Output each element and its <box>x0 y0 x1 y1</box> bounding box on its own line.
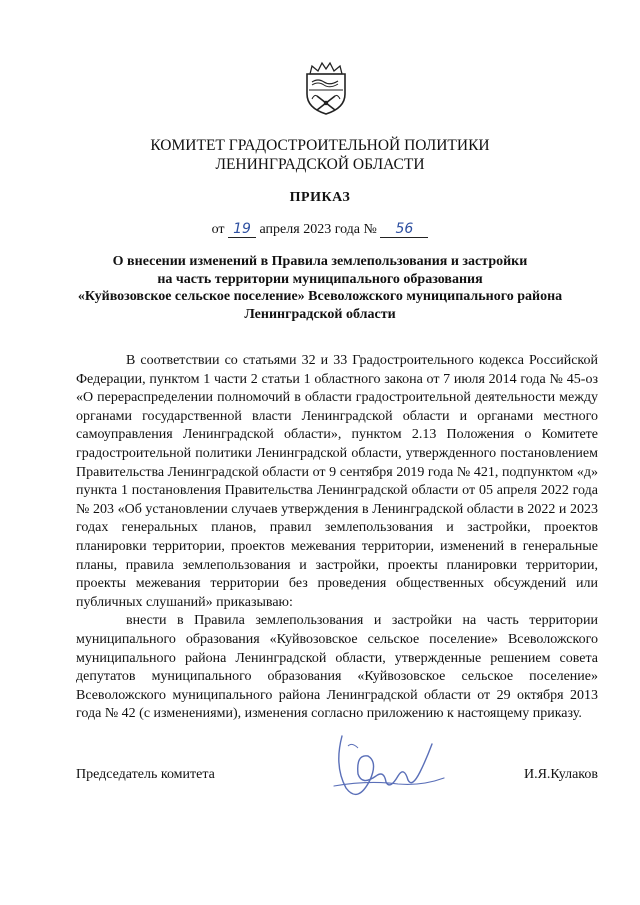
date-number-line <box>0 221 640 238</box>
subject-line-1: О внесении изменений в Правила землепользования и застройки <box>112 254 528 269</box>
signatory-position: Председатель комитета <box>76 767 215 782</box>
date-prefix: от <box>211 222 225 237</box>
body-paragraph-2: внести в Правила землепользования и застройки на часть территории муниципального образования «Куйвозовское сельское поселение» Всеволожского муниципального района Ленинградской области, утвержденные решением совета депутатов муниципального образования «Куйвозовское сельское поселение» Всеволожского муниципального района Ленинградской области от 29 октября 2013 года № 42 (с изменениями), изменения согласно приложению к настоящему приказу. <box>76 613 598 722</box>
subject-line-3: «Куйвозовское сельское поселение» Всеволожского муниципального района <box>77 289 563 304</box>
document-type-title: ПРИКАЗ <box>289 190 351 205</box>
subject-line-4: Ленинградской области <box>244 306 396 322</box>
handwritten-order-number: 56 <box>380 221 428 238</box>
organization-name <box>0 136 640 174</box>
subject-line-2: на часть территории муниципального образования <box>157 271 483 287</box>
body-paragraph-1: В соответствии со статьями 32 и 33 Градостроительного кодекса Российской Федерации, пунктом 1 части 2 статьи 1 областного закона от 7 июля 2014 года № 45-оз «О перераспределении полномочий в области градостроительной деятельности между органами государственной власти Ленинградской области и органами местного самоуправления Ленинградской области», пунктом 2.13 Положения о Комитете градостроительной политики Ленинградской области, утвержденного постановлением Правительства Ленинградской области от 9 сентября 2019 года № 421, подпунктом «д» пункта 1 постановления Правительства Ленинградской области от 05 апреля 2022 года № 203 «Об установлении случаев утверждения в Ленинградской области в 2022 и 2023 годах генеральных планов, правил землепользования и застройки, проектов планировки территории, проектов межевания территории, изменений в генеральные планы, правила землепользования и застройки, проекты планировки территории, проекты межевания территории без проведения общественных обсуждений или публичных слушаний» приказываю: <box>76 353 598 610</box>
handwritten-signature <box>328 726 448 808</box>
order-subject <box>0 253 640 323</box>
signatory-name: И.Я.Кулаков <box>523 767 598 782</box>
order-body <box>76 352 598 724</box>
date-month-year: апреля 2023 года № <box>259 222 377 237</box>
organization-line-1: КОМИТЕТ ГРАДОСТРОИТЕЛЬНОЙ ПОЛИТИКИ <box>150 137 490 154</box>
organization-line-2: ЛЕНИНГРАДСКОЙ ОБЛАСТИ <box>215 156 425 173</box>
coat-of-arms-icon <box>304 60 348 116</box>
handwritten-day: 19 <box>228 221 256 238</box>
